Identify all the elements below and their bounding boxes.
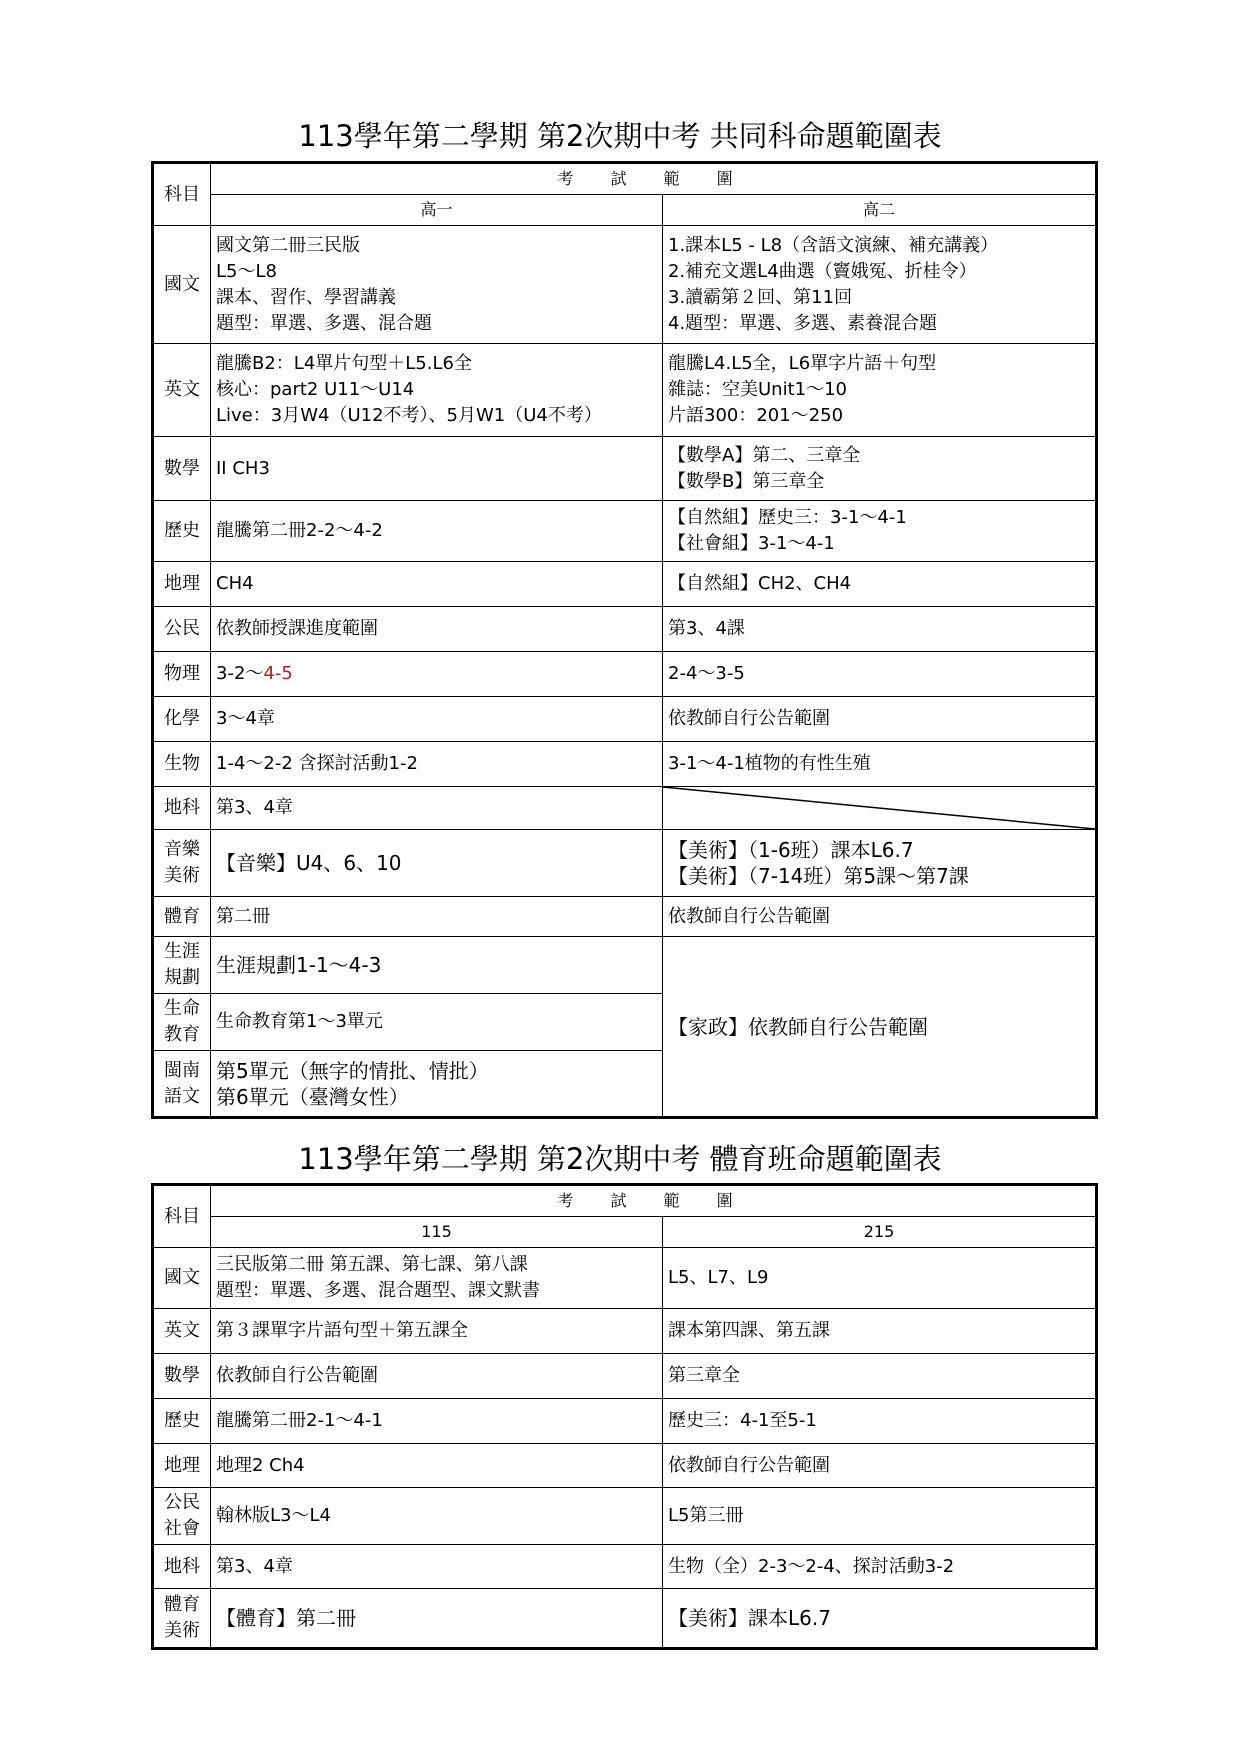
empty-diagonal-cell: [663, 787, 1097, 830]
table-row: [153, 607, 1097, 652]
header-grade2: 高二: [663, 195, 1097, 226]
subject-cell: 英文: [153, 1309, 211, 1354]
grade1-scope: 國文第二冊三民版 L5～L8 課本、習作、學習講義 題型：單選、多選、混合題: [211, 226, 663, 344]
table-row: [153, 742, 1097, 787]
subject-cell: 生物: [153, 742, 211, 787]
class215-scope: L5、L7、L9: [663, 1248, 1097, 1309]
subject-cell: 英文: [153, 344, 211, 437]
grade2-scope: 【數學A】第二、三章全 【數學B】第三章全: [663, 437, 1097, 501]
subject-cell: 地科: [153, 787, 211, 830]
header-class-115: 115: [211, 1217, 663, 1248]
table-row: [153, 501, 1097, 562]
subject-cell: 數學: [153, 437, 211, 501]
grade1-scope: 龍騰第二冊2-2～4-2: [211, 501, 663, 562]
table-row: [153, 652, 1097, 697]
subject-cell: 音樂 美術: [153, 830, 211, 897]
subject-cell: 地理: [153, 562, 211, 607]
grade2-merged-scope: 【家政】依教師自行公告範圍: [663, 937, 1097, 1118]
header-subject: 科目: [153, 1185, 211, 1248]
table-row: [153, 1589, 1097, 1649]
subject-cell: 公民: [153, 607, 211, 652]
grade1-scope: 【音樂】U4、6、10: [211, 830, 663, 897]
page-title-common: 113學年第二學期 第2次期中考 共同科命題範圍表: [298, 119, 942, 153]
grade2-scope: 1.課本L5 - L8（含語文演練、補充講義） 2.補充文選L4曲選（竇娥冤、折桂令） 3.讀霸第２回、第11回 4.題型：單選、多選、素養混合題: [663, 226, 1097, 344]
subject-cell: 化學: [153, 697, 211, 742]
page-title-pe-class: 113學年第二學期 第2次期中考 體育班命題範圍表: [298, 1142, 942, 1176]
subject-cell: 體育 美術: [153, 1589, 211, 1649]
grade2-scope: 【自然組】CH2、CH4: [663, 562, 1097, 607]
table-row: [153, 1444, 1097, 1488]
table-row: [153, 344, 1097, 437]
table-row: [153, 830, 1097, 897]
grade1-scope: 第3、4章: [211, 787, 663, 830]
class115-scope: 龍騰第二冊2-1～4-1: [211, 1399, 663, 1444]
header-subject: 科目: [153, 163, 211, 226]
class215-scope: 依教師自行公告範圍: [663, 1444, 1097, 1488]
subject-cell: 地理: [153, 1444, 211, 1488]
diagonal-line: [663, 787, 1095, 829]
table-row: [153, 1399, 1097, 1444]
grade1-scope: 3-2～4-5: [211, 652, 663, 697]
grade2-scope: 【自然組】歷史三：3-1～4-1 【社會組】3-1～4-1: [663, 501, 1097, 562]
table-row: [153, 1354, 1097, 1399]
table-row: [153, 562, 1097, 607]
subject-cell: 體育: [153, 897, 211, 937]
subject-cell: 國文: [153, 226, 211, 344]
class115-scope: 【體育】第二冊: [211, 1589, 663, 1649]
grade1-scope: 生涯規劃1-1～4-3: [211, 937, 663, 994]
class115-scope: 翰林版L3～L4: [211, 1488, 663, 1545]
class215-scope: 第三章全: [663, 1354, 1097, 1399]
grade2-scope: 龍騰L4.L5全，L6單字片語＋句型 雜誌：空美Unit1～10 片語300：201～250: [663, 344, 1097, 437]
class115-scope: 依教師自行公告範圍: [211, 1354, 663, 1399]
grade2-scope: 3-1～4-1植物的有性生殖: [663, 742, 1097, 787]
grade1-scope: II CH3: [211, 437, 663, 501]
grade1-scope: 生命教育第1～3單元: [211, 994, 663, 1051]
subject-cell: 歷史: [153, 501, 211, 562]
pe-class-table: [151, 1183, 1098, 1650]
subject-cell: 閩南 語文: [153, 1051, 211, 1118]
grade2-scope: 依教師自行公告範圍: [663, 897, 1097, 937]
subject-cell: 生涯 規劃: [153, 937, 211, 994]
grade2-scope: 第3、4課: [663, 607, 1097, 652]
grade1-scope: 3～4章: [211, 697, 663, 742]
subject-cell: 歷史: [153, 1399, 211, 1444]
class215-scope: 生物（全）2-3～2-4、探討活動3-2: [663, 1545, 1097, 1589]
header-grade1: 高一: [211, 195, 663, 226]
table-row: [153, 787, 1097, 830]
header-class-215: 215: [663, 1217, 1097, 1248]
table-row: [153, 697, 1097, 742]
table-row: [153, 437, 1097, 501]
grade1-scope: CH4: [211, 562, 663, 607]
grade2-scope: 2-4～3-5: [663, 652, 1097, 697]
class215-scope: 課本第四課、第五課: [663, 1309, 1097, 1354]
table-row: [153, 937, 1097, 994]
grade1-scope: 龍騰B2：L4單片句型＋L5.L6全 核心：part2 U11～U14 Live：3月W4（U12不考）、5月W1（U4不考）: [211, 344, 663, 437]
table-row: [153, 1488, 1097, 1545]
subject-cell: 公民 社會: [153, 1488, 211, 1545]
highlighted-range: 4-5: [263, 663, 293, 684]
class215-scope: L5第三冊: [663, 1488, 1097, 1545]
class115-scope: 第3、4章: [211, 1545, 663, 1589]
class215-scope: 【美術】課本L6.7: [663, 1589, 1097, 1649]
grade2-scope: 依教師自行公告範圍: [663, 697, 1097, 742]
class215-scope: 歷史三：4-1至5-1: [663, 1399, 1097, 1444]
table-row: [153, 1309, 1097, 1354]
subject-cell: 國文: [153, 1248, 211, 1309]
table-row: [153, 1545, 1097, 1589]
subject-cell: 物理: [153, 652, 211, 697]
grade2-scope: 【美術】（1-6班）課本L6.7 【美術】（7-14班）第5課～第7課: [663, 830, 1097, 897]
table-row: [153, 1248, 1097, 1309]
table-row: [153, 897, 1097, 937]
grade1-scope: 第二冊: [211, 897, 663, 937]
header-scope: 考 試 範 圍: [211, 1185, 1097, 1217]
subject-cell: 數學: [153, 1354, 211, 1399]
grade1-scope: 1-4～2-2 含探討活動1-2: [211, 742, 663, 787]
class115-scope: 地理2 Ch4: [211, 1444, 663, 1488]
common-subjects-table: [151, 161, 1098, 1119]
subject-cell: 地科: [153, 1545, 211, 1589]
grade1-scope: 第5單元（無字的情批、情批） 第6單元（臺灣女性）: [211, 1051, 663, 1118]
header-scope: 考 試 範 圍: [211, 163, 1097, 195]
subject-cell: 生命 教育: [153, 994, 211, 1051]
class115-scope: 三民版第二冊 第五課、第七課、第八課 題型：單選、多選、混合題型、課文默書: [211, 1248, 663, 1309]
table-row: [153, 226, 1097, 344]
grade1-scope: 依教師授課進度範圍: [211, 607, 663, 652]
class115-scope: 第３課單字片語句型＋第五課全: [211, 1309, 663, 1354]
